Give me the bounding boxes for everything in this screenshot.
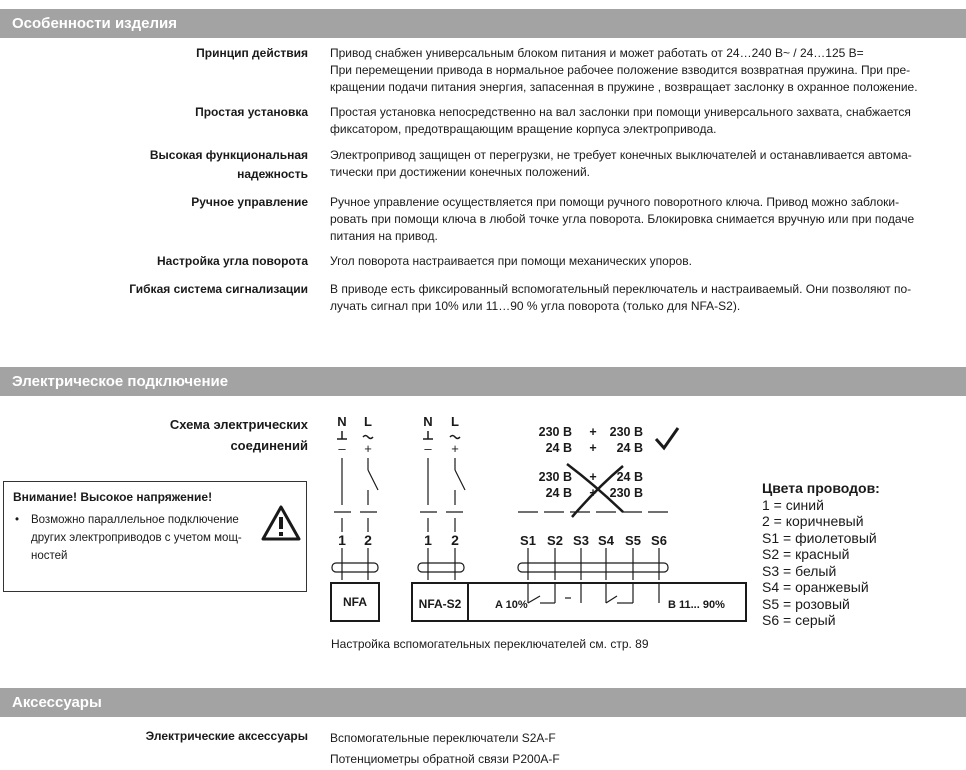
accessory-item: Потенциометры обратной связи P200A-F <box>330 752 560 766</box>
minus-2: – <box>424 441 432 456</box>
high-voltage-warning <box>3 481 307 592</box>
wire-color-item: 2 = коричневый <box>762 513 864 529</box>
terminal-2-nfa-s2: 2 <box>451 532 459 548</box>
wire-color-item: S6 = серый <box>762 612 836 628</box>
wire-colors-title: Цвета проводов: <box>762 480 880 496</box>
voltage-ok-left-bottom: 24 В <box>545 441 572 455</box>
feature-text-angle: Угол поворота настраивается при помощи механических упоров. <box>330 254 692 268</box>
label-l-1: L <box>364 414 372 429</box>
accessories-label: Электрические аксессуары <box>145 729 308 743</box>
warning-item: • Возможно параллельное подключение других электроприводов с учетом мощ- ностей <box>15 511 245 565</box>
switch-a-label: A 10% <box>495 599 528 611</box>
wire-color-item: S1 = фиолетовый <box>762 529 877 546</box>
switch-s5: S5 <box>625 533 641 548</box>
bullet: • <box>15 514 20 526</box>
accessory-item: Вспомогательные переключатели S2A-F <box>330 731 556 745</box>
minus-1: – <box>338 441 346 456</box>
label-n-2: N <box>423 414 433 429</box>
wire-color-item: 1 = синий <box>762 496 824 513</box>
voltage-bad-right-bottom: 230 В <box>609 486 643 500</box>
voltage-bad-plus-bottom: + <box>589 486 597 500</box>
section-header-features: Особенности изделия <box>0 9 966 38</box>
wire-color-item: S5 = розовый <box>762 595 850 612</box>
wire-color-item: S4 = оранжевый <box>762 579 869 595</box>
voltage-ok-right-top: 230 В <box>609 425 643 439</box>
plus-1: + <box>364 441 372 456</box>
voltage-bad-right-top: 24 В <box>616 470 643 484</box>
wire-color-item: S3 = белый <box>762 562 837 579</box>
switch-s4: S4 <box>598 533 614 548</box>
cross-mark-icon <box>567 464 623 517</box>
switch-s1: S1 <box>520 533 536 548</box>
feature-label-manual: Ручное управление <box>191 195 308 209</box>
feature-text-installation: Простая установка непосредственно на вал заслонки при помощи универсального захвата, снабжается фиксатором, предотвращающим вращение корпуса электропривода. <box>330 105 911 136</box>
feature-label-principle: Принцип действия <box>196 46 308 60</box>
aux-switch-note: Настройка вспомогательных переключателей см. стр. 89 <box>331 637 649 651</box>
terminal-1-nfa: 1 <box>338 532 346 548</box>
switch-s3: S3 <box>573 533 589 548</box>
warning-title: Внимание! Высокое напряжение! <box>13 490 213 504</box>
terminal-2-nfa: 2 <box>364 532 372 548</box>
section-header-accessories: Аксессуары <box>0 688 966 717</box>
feature-label-reliability: Высокая функциональная надежность <box>149 148 308 181</box>
switch-s2: S2 <box>547 533 563 548</box>
feature-text-signaling: В приводе есть фиксированный вспомогательный переключатель и настраиваемый. Они позволяют по- лучать сигнал при 10% или 11…90 % угла поворота (только для NFA-S2). <box>330 282 912 313</box>
voltage-ok-plus-top: + <box>589 425 597 439</box>
voltage-bad-plus-top: + <box>589 470 597 484</box>
feature-label-signaling: Гибкая система сигнализации <box>129 282 308 296</box>
model-nfa-s2: NFA-S2 <box>418 597 462 611</box>
voltage-ok-left-top: 230 В <box>538 425 572 439</box>
voltage-ok-plus-bottom: + <box>589 441 597 455</box>
switch-b-label: B 11... 90% <box>668 599 725 611</box>
switch-s6: S6 <box>651 533 667 548</box>
warning-triangle-icon <box>261 505 301 541</box>
wire-colors-legend <box>762 480 880 629</box>
schema-label: Схема электрических соединений <box>169 417 308 453</box>
label-n-1: N <box>337 414 347 429</box>
voltage-bad-left-top: 230 В <box>538 470 572 484</box>
plus-2: + <box>451 441 459 456</box>
voltage-bad-left-bottom: 24 В <box>545 486 572 500</box>
section-header-electrical: Электрическое подключение <box>0 367 966 396</box>
feature-label-installation: Простая установка <box>195 105 308 119</box>
terminal-1-nfa-s2: 1 <box>424 532 432 548</box>
feature-text-principle: Привод снабжен универсальным блоком питания и может работать от 24…240 В~ / 24…125 В= При перемещении привода в нормальное рабочее положение взводится возвратная пружина. При пре- кращении подачи питания энергия, запасенная в пружине , возвращает заслонку в охранное положение. <box>330 46 918 94</box>
voltage-ok-right-bottom: 24 В <box>616 441 643 455</box>
model-nfa: NFA <box>343 595 367 609</box>
wire-color-item: S2 = красный <box>762 546 850 562</box>
check-mark-icon <box>656 428 678 448</box>
feature-text-manual: Ручное управление осуществляется при помощи ручного поворотного ключа. Привод можно заблоки- ровать при помощи ключа в любой точке угла поворота. Блокировка снимается вручную или при подаче питания на привод. <box>330 195 915 243</box>
feature-text-reliability: Электропривод защищен от перегрузки, не требует конечных выключателей и останавливается автома- тически при достижении конечных положений. <box>330 148 912 179</box>
label-l-2: L <box>451 414 459 429</box>
accessories-list <box>330 728 560 770</box>
feature-label-angle: Настройка угла поворота <box>157 254 308 268</box>
